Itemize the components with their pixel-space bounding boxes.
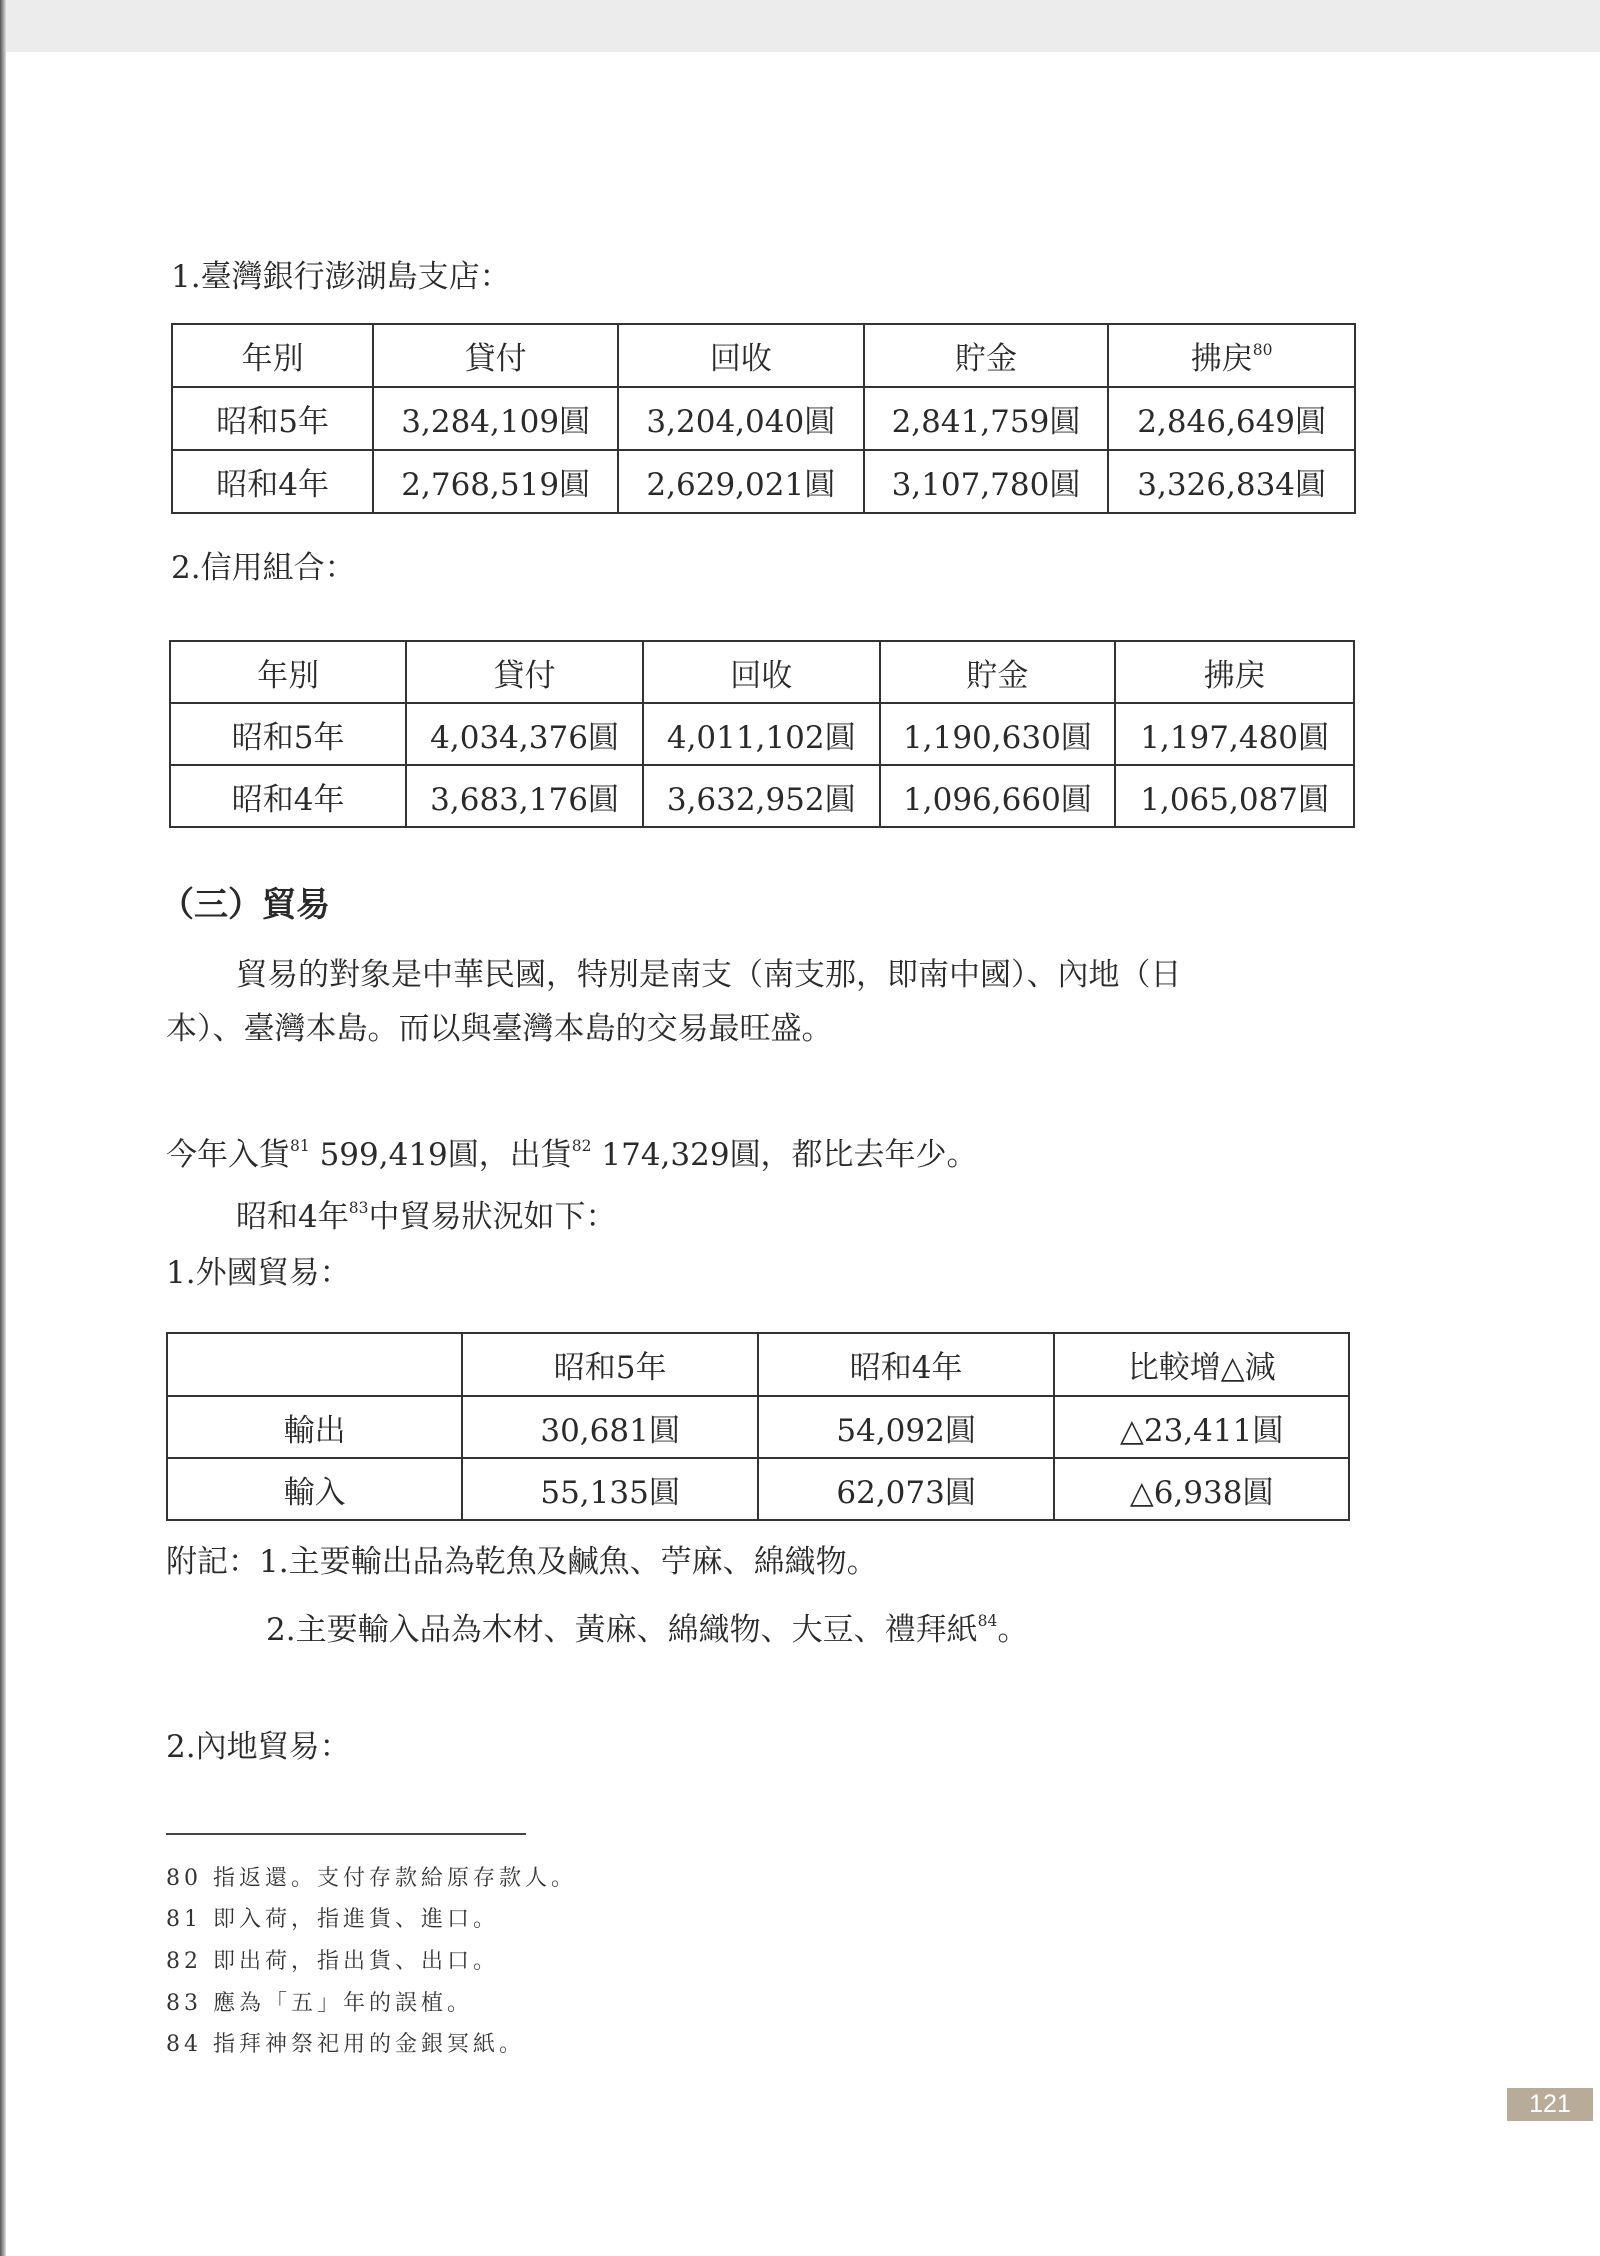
cell: 3,204,040圓 (618, 387, 864, 450)
text: 2.主要輸入品為木材、黃麻、綿織物、大豆、禮拜紙 (266, 1611, 978, 1648)
cell: 輸出 (167, 1396, 462, 1458)
cell: 昭和4年 (170, 765, 406, 827)
cell: 1,190,630圓 (880, 703, 1116, 765)
table-row (167, 1396, 1349, 1458)
header-cell (1108, 324, 1355, 387)
cell: 2,846,649圓 (1108, 387, 1355, 450)
header-cell: 貸付 (373, 324, 618, 387)
cell: 55,135圓 (462, 1458, 758, 1520)
cell: 62,073圓 (758, 1458, 1055, 1520)
trade-summary (166, 1136, 978, 1173)
cell: △6,938圓 (1054, 1458, 1349, 1520)
table-row (172, 387, 1355, 450)
text: 今年入貨 (166, 1136, 290, 1173)
footnote-ref: 83 (348, 1199, 369, 1217)
header-cell: 回收 (618, 324, 864, 387)
paragraph-line: 貿易的對象是中華民國，特別是南支（南支那，即南中國）、內地（日 (236, 957, 1182, 993)
cell: 1,065,087圓 (1115, 765, 1354, 827)
cell: 3,284,109圓 (373, 387, 618, 450)
text: 599,419圓，出貨 (309, 1136, 572, 1173)
footnote: 80 指返還。支付存款給原存款人。 (166, 1866, 577, 1891)
footnote-ref: 82 (571, 1137, 592, 1155)
section1-heading: 1.臺灣銀行澎湖島支店： (171, 259, 511, 295)
cell: 2,768,519圓 (373, 450, 618, 513)
header-text: 拂戻 (1190, 341, 1253, 377)
cell: △23,411圓 (1054, 1396, 1349, 1458)
table-bank-branch (171, 323, 1356, 514)
cell: 2,841,759圓 (864, 387, 1109, 450)
table-credit-union (169, 640, 1355, 828)
text: 。 (997, 1611, 1029, 1648)
header-cell: 昭和5年 (462, 1333, 758, 1396)
footnote-ref: 81 (290, 1137, 310, 1155)
text: 昭和4年 (236, 1198, 349, 1235)
trade-section-title: （三）貿易 (160, 885, 330, 925)
header-cell: 貯金 (864, 324, 1109, 387)
scan-top-band (0, 0, 1600, 52)
table-row (170, 703, 1354, 765)
footnote-ref: 84 (977, 1612, 998, 1630)
cell: 3,683,176圓 (406, 765, 643, 827)
header-cell: 拂戻 (1115, 641, 1354, 703)
table-row (172, 450, 1355, 513)
footnote-divider (166, 1833, 526, 1835)
text: 中貿易狀況如下： (368, 1198, 617, 1235)
footnote-ref: 80 (1252, 341, 1273, 360)
header-cell: 比較增△減 (1054, 1333, 1349, 1396)
table-foreign-trade (166, 1332, 1350, 1521)
cell: 1,096,660圓 (880, 765, 1116, 827)
cell: 54,092圓 (758, 1396, 1055, 1458)
cell: 輸入 (167, 1458, 462, 1520)
cell: 昭和5年 (170, 703, 406, 765)
header-cell: 貯金 (880, 641, 1116, 703)
footnote: 82 即出荷，指出貨、出口。 (166, 1949, 499, 1974)
header-cell: 昭和4年 (758, 1333, 1055, 1396)
cell: 3,107,780圓 (864, 450, 1109, 513)
table-header-row (167, 1333, 1349, 1396)
cell: 昭和4年 (172, 450, 373, 513)
header-cell: 年別 (170, 641, 406, 703)
footnote: 84 指拜神祭祀用的金銀冥紙。 (166, 2032, 525, 2057)
footnote: 83 應為「五」年的誤植。 (166, 1991, 473, 2016)
cell: 2,629,021圓 (618, 450, 864, 513)
note-line: 附記：1.主要輸出品為乾魚及鹹魚、苧麻、綿織物。 (166, 1544, 878, 1580)
cell: 3,632,952圓 (643, 765, 880, 827)
header-cell: 年別 (172, 324, 373, 387)
cell: 3,326,834圓 (1108, 450, 1355, 513)
page-number: 121 (1507, 2088, 1593, 2121)
header-cell (167, 1333, 462, 1396)
cell: 昭和5年 (172, 387, 373, 450)
table-row (167, 1458, 1349, 1520)
domestic-trade-heading: 2.內地貿易： (166, 1729, 351, 1765)
section2-heading: 2.信用組合： (171, 550, 356, 586)
header-cell: 貸付 (406, 641, 643, 703)
paragraph-line: 本）、臺灣本島。而以與臺灣本島的交易最旺盛。 (166, 1011, 833, 1047)
scan-left-edge (0, 0, 6, 2256)
table-header-row (172, 324, 1355, 387)
text: 174,329圓，都比去年少。 (591, 1136, 978, 1173)
header-cell: 回收 (643, 641, 880, 703)
table-row (170, 765, 1354, 827)
cell: 4,034,376圓 (406, 703, 643, 765)
cell: 4,011,102圓 (643, 703, 880, 765)
status-intro (236, 1198, 617, 1235)
table-header-row (170, 641, 1354, 703)
cell: 30,681圓 (462, 1396, 758, 1458)
footnote: 81 即入荷，指進貨、進口。 (166, 1907, 499, 1932)
cell: 1,197,480圓 (1115, 703, 1354, 765)
foreign-trade-heading: 1.外國貿易： (166, 1255, 351, 1291)
note-line (266, 1611, 1029, 1648)
